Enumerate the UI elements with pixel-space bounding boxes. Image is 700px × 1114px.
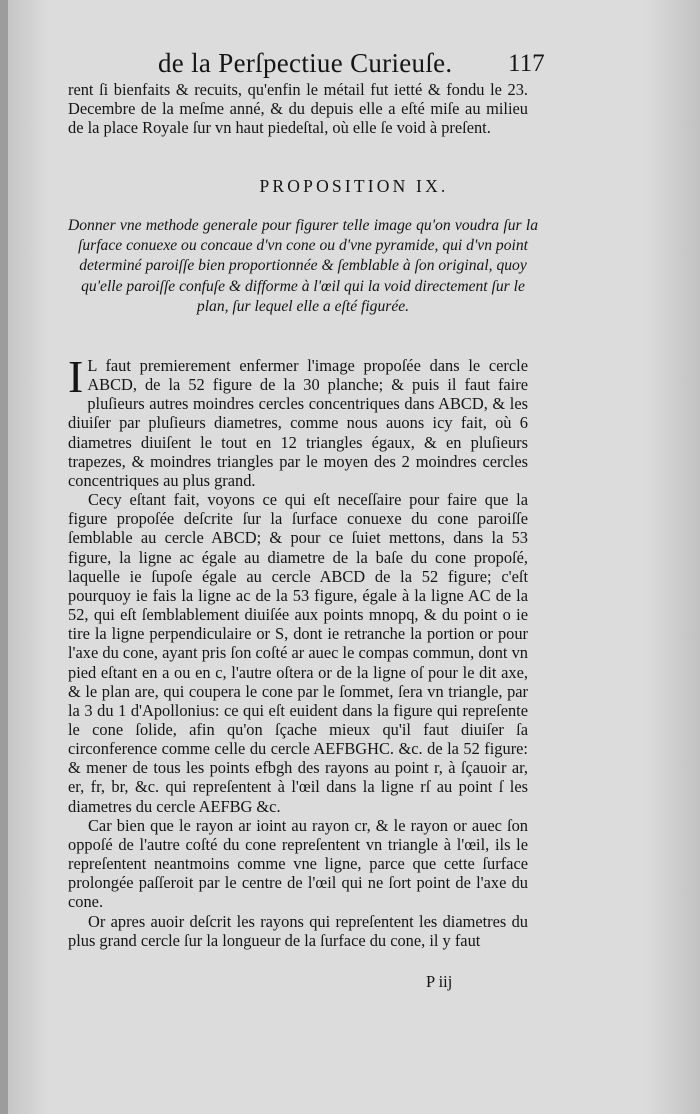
proposition-enunciation [68, 216, 538, 317]
enunciation-rest: ſurface conuexe ou concaue d'vn cone ou d'vne pyramide, qui d'vn point determiné paroiſſe bien proportionnée & ſemblable à ſon original, quoy qu'elle paroiſſe confuſe & difforme à l'œil qui la void directement ſur le plan, ſur lequel elle a eſté figurée. [78, 237, 528, 315]
signature-mark: P iij [426, 972, 453, 991]
paragraph-1-text: L faut premierement enfermer l'image propoſée dans le cercle ABCD, de la 52 figure de la 30 planche; & puis il faut faire pluſieurs autres moindres cercles concentriques dans ABCD, & les diuiſer par pluſieurs diametres, comme nous auons icy fait, où 6 diametres diuiſent le tout en 12 triangles égaux, & en pluſieurs trapezes, & moindres triangles par le moyen des 2 moindres cercles concentriques au plus grand. [68, 356, 528, 490]
page-number: 117 [508, 50, 545, 77]
intro-paragraph: rent ſi bienfaits & recuits, qu'enfin le métail fut ietté & fondu le 23. Decembre de la meſme anné, & du depuis elle a eſté miſe au milieu de la place Royale ſur vn haut piedeſtal, où elle ſe void à preſent. [68, 80, 528, 138]
enunciation-line-1: Donner vne methode generale pour figurer telle image qu'on voudra ſur la [68, 217, 538, 234]
book-page [8, 0, 700, 1114]
running-title: de la Perſpectiue Curieuſe. [158, 48, 453, 78]
paragraph-1 [68, 351, 528, 490]
paragraph-2: Cecy eſtant fait, voyons ce qui eſt neceſſaire pour faire que la figure propoſée deſcrite ſur la ſurface conuexe du cone paroiſſe ſemblable au cercle ABCD; & pour ce ſuiet mettons, dans la 53 figure, la ligne ac égale au diametre de la baſe du cone propoſé, laquelle ie ſupoſe égale au cercle ABCD de la 52 figure; c'eſt pourquoy ie fais la ligne ac de la 53 figure, égale à la ligne AC de la 52, qui eſt ſemblablement diuiſée aux points mnopq, & du point o ie tire la ligne perpendiculaire or S, dont ie retranche la portion or pour l'axe du cone, ayant pris ſon coſté ar auec le compas commun, dont vn pied eſtant en a ou en c, l'autre oſtera or de la ligne oſ pour le dit axe, & le plan are, qui coupera le cone par le ſommet, ſera vn triangle, par la 3 du 1 d'Apollonius: ce qui eſt euident dans la figure qui repreſente le cone ſolide, afin qu'on ſçache mieux qu'il faut diuiſer ſa circonference comme celle du cercle AEFBGHC. &c. de la 52 figure: & mener de tous les points efbgh des rayons au point r, à ſçauoir ar, er, fr, br, &c. qui repreſentent à l'œil dans la ligne rſ au point ſ les diametres du cercle AEFBG &c. [68, 490, 528, 816]
paragraph-4: Or apres auoir deſcrit les rayons qui repreſentent les diametres du plus grand cercle ſur la longueur de la ſurface du cone, il y faut [68, 911, 528, 950]
drop-cap: I [68, 351, 84, 402]
main-text [68, 351, 528, 950]
paragraph-3: Car bien que le rayon ar ioint au rayon cr, & le rayon or auec ſon oppoſé de l'autre coſté du cone repreſentent vn triangle à l'œil, ils le repreſentent neantmoins comme vne ligne, parce que cette ſurface prolongée paſſeroit par le centre de l'œil qui ne ſort point de l'axe du cone. [68, 815, 528, 912]
intro-block [68, 80, 528, 138]
proposition-title: PROPOSITION IX. [259, 176, 449, 196]
